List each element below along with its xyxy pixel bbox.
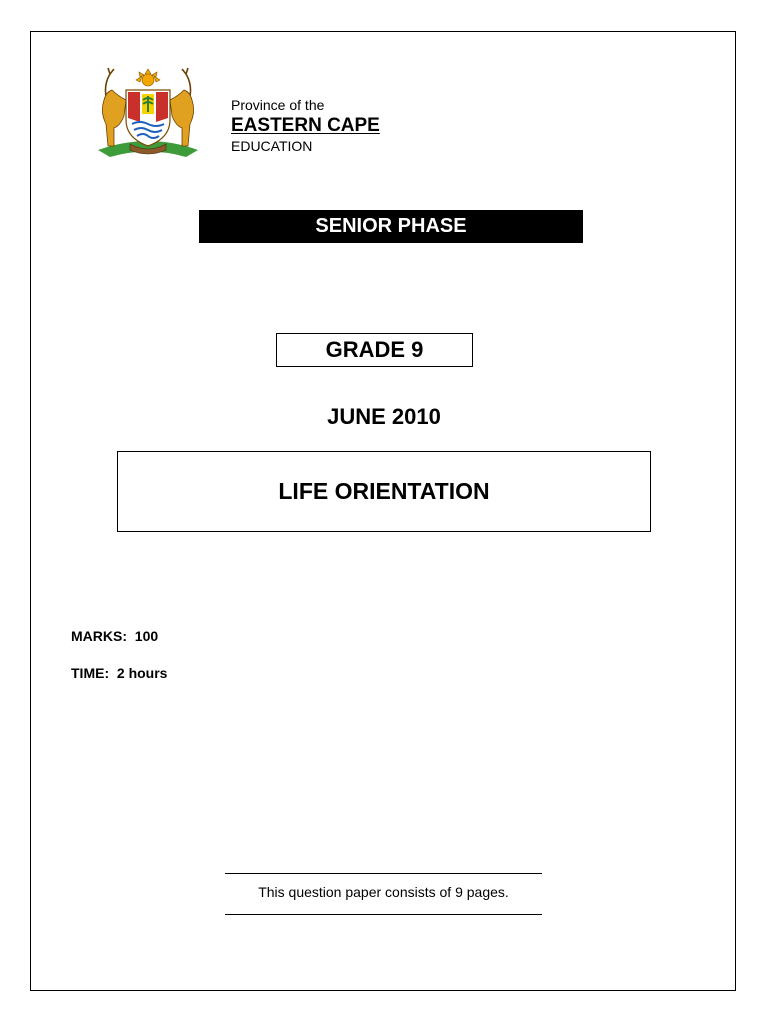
time-value: 2 hours [116,665,168,681]
subject-title: LIFE ORIENTATION [117,451,651,532]
time-line [71,665,167,681]
phase-banner: SENIOR PHASE [199,210,583,243]
exam-date: JUNE 2010 [327,404,441,429]
time-label: TIME: [71,665,110,681]
province-name: EASTERN CAPE [231,115,380,136]
grade-box: GRADE 9 [276,333,473,367]
marks-label: MARKS: [71,628,127,644]
page-count-note: This question paper consists of 9 pages. [258,884,509,900]
marks-value: 100 [134,628,159,644]
coat-of-arms-icon [96,66,200,158]
province-line: Province of the [231,97,325,113]
footer-rule-top [225,873,542,874]
department-header [231,97,380,155]
marks-line [71,628,158,644]
footer-rule-bottom [225,914,542,915]
department-name: EDUCATION [231,138,313,154]
